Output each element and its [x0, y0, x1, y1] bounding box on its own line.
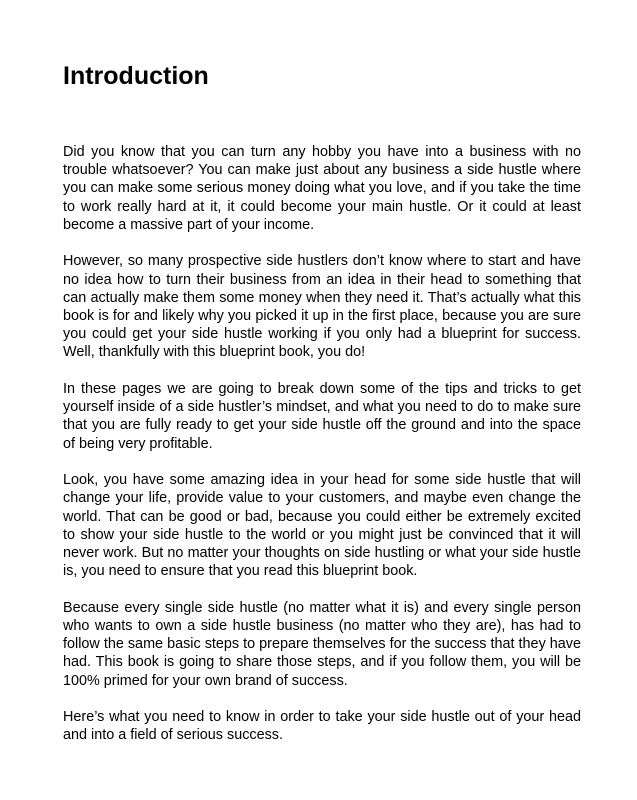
paragraph-2: However, so many prospective side hustlers don’t know where to start and have no idea how to turn their business from an idea in their head to something that can actually make them some money when they need it. That’s actually what this book is for and likely why you picked it up in the first place, because you are sure you could get your side hustle working if you only had a blueprint for success. Well, thankfully with this blueprint book, you do!: [63, 253, 581, 361]
document-page: [63, 58, 581, 763]
paragraph-3: In these pages we are going to break down some of the tips and tricks to get yourself inside of a side hustler’s mindset, and what you need to do to make sure that you are fully ready to get your side hustle off the ground and into the space of being very profitable.: [63, 381, 581, 452]
paragraph-1: Did you know that you can turn any hobby you have into a business with no trouble whatsoever? You can make just about any business a side hustle where you can make some serious money doing what you love, and if you take the time to work really hard at it, it could become your main hustle. Or it could at least become a massive part of your income.: [63, 144, 581, 233]
paragraph-6: Here’s what you need to know in order to take your side hustle out of your head and into a field of serious success.: [63, 709, 581, 744]
paragraph-4: Look, you have some amazing idea in your head for some side hustle that will change your life, provide value to your customers, and maybe even change the world. That can be good or bad, because you could either be extremely excited to show your side hustle to the world or you might just be convinced that it will never work. But no matter your thoughts on side hustling or what your side hustle is, you need to ensure that you read this blueprint book.: [63, 472, 581, 580]
page-title: Introduction: [63, 62, 209, 90]
paragraph-5: Because every single side hustle (no matter what it is) and every single person who wants to own a side hustle business (no matter who they are), has had to follow the same basic steps to prepare themselves for the success that they have had. This book is going to share those steps, and if you follow them, you will be 100% primed for your own brand of success.: [63, 599, 581, 689]
